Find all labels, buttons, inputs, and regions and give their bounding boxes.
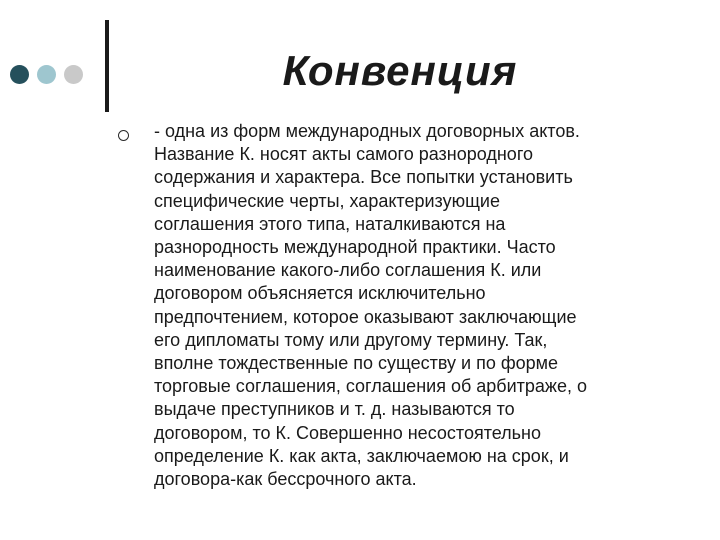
dot-gray <box>64 65 83 84</box>
dot-dark <box>10 65 29 84</box>
slide-title: Конвенция <box>282 47 518 94</box>
vertical-divider <box>105 20 109 112</box>
dot-light-blue <box>37 65 56 84</box>
slide-body-text: - одна из форм международных договорных актов. Название К. носят акты самого разнородного содержания и характера. Все попытки установить специфические черты, характеризующие соглашения этого типа, наталкиваются на разнородность международной практики. Часто наименование какого-либо соглашения К. или договором объясняется исключительно предпочтением, которое оказывают заключающие его дипломаты тому или другому термину. Так, вполне тождественные по существу и по форме торговые соглашения, соглашения об арбитраже, о выдаче преступников и т. д. называются то договором, то К. Совершенно несостоятельно определение К. как акта, заключаемою на срок, и договора-как бессрочного акта. <box>154 121 587 490</box>
bullet-circle-icon <box>118 130 129 141</box>
decorative-dots <box>10 64 83 84</box>
